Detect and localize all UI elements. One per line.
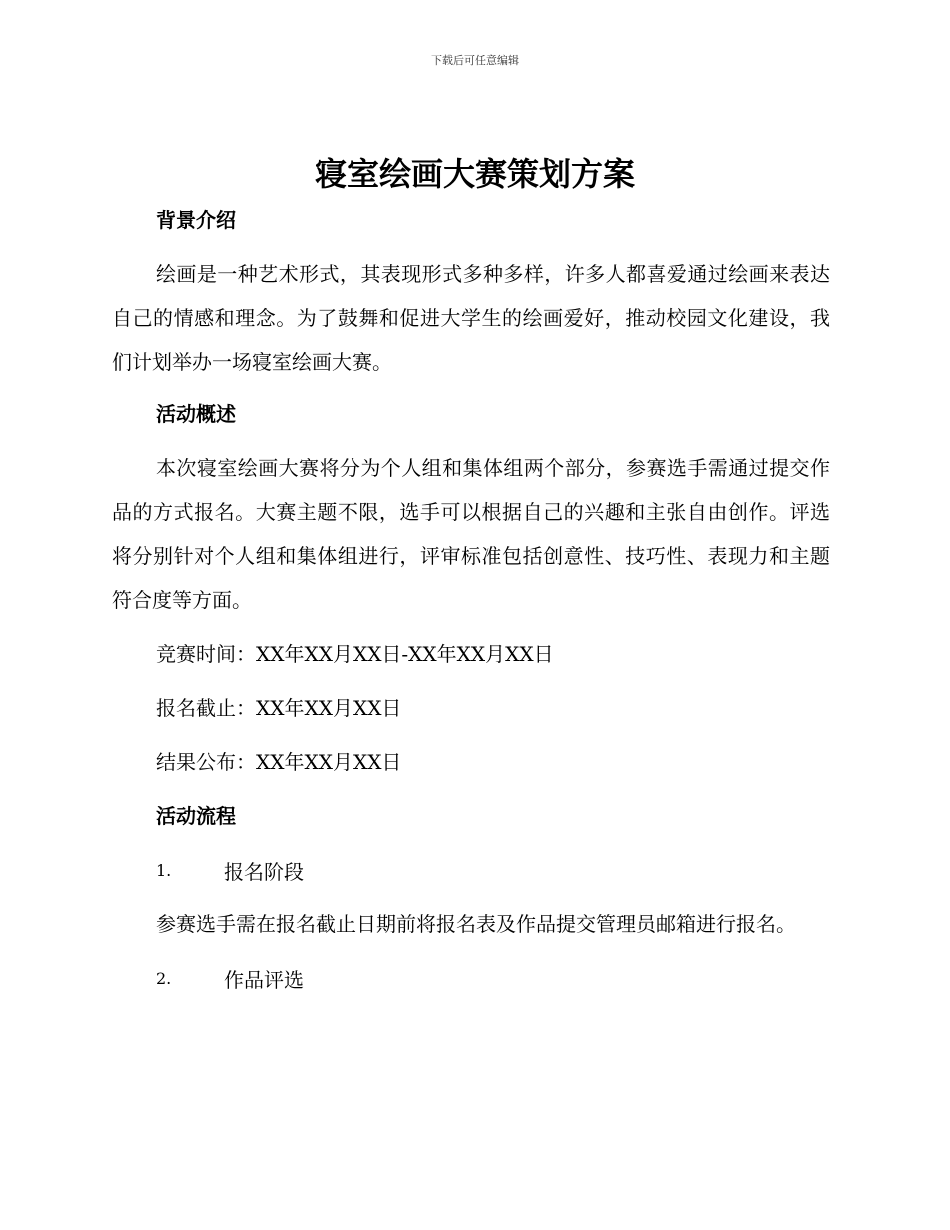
header-note: 下载后可任意编辑 <box>431 54 519 67</box>
schedule-competition-time: 竞赛时间：XX年XX月XX日-XX年XX月XX日 <box>156 642 554 666</box>
process-step-2 <box>112 956 830 1000</box>
step-number: 2. <box>156 968 172 988</box>
step-label: 报名阶段 <box>224 859 304 884</box>
section-heading-process: 活动流程 <box>156 804 236 828</box>
section-heading-overview: 活动概述 <box>156 402 236 426</box>
step-number: 1. <box>156 860 172 880</box>
step-label: 作品评选 <box>224 967 304 992</box>
paragraph-background: 绘画是一种艺术形式，其表现形式多种多样，许多人都喜爱通过绘画来表达自己的情感和理念。为了鼓舞和促进大学生的绘画爱好，推动校园文化建设，我们计划举办一场寝室绘画大赛。 <box>112 262 830 374</box>
document-body <box>112 198 830 1000</box>
document-title: 寝室绘画大赛策划方案 <box>314 155 635 193</box>
schedule-registration-deadline: 报名截止：XX年XX月XX日 <box>156 696 402 720</box>
process-step-1 <box>112 848 830 892</box>
paragraph-overview: 本次寝室绘画大赛将分为个人组和集体组两个部分，参赛选手需通过提交作品的方式报名。大赛主题不限，选手可以根据自己的兴趣和主张自由创作。评选将分别针对个人组和集体组进行，评审标准包括创意性、技巧性、表现力和主题符合度等方面。 <box>112 456 830 612</box>
schedule-result-announcement: 结果公布：XX年XX月XX日 <box>156 750 402 774</box>
section-heading-background: 背景介绍 <box>156 208 236 232</box>
process-step-1-description: 参赛选手需在报名截止日期前将报名表及作品提交管理员邮箱进行报名。 <box>156 912 796 936</box>
